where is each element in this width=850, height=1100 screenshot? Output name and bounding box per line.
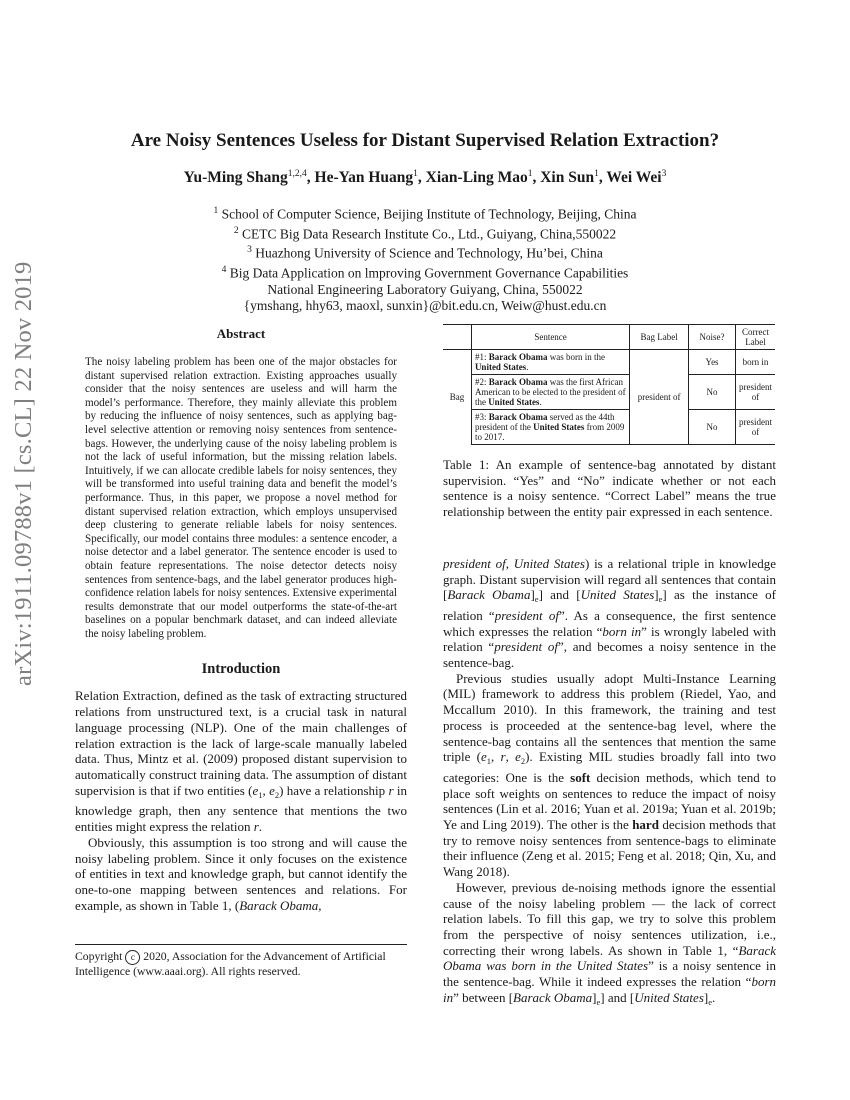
math-sub: 1 bbox=[258, 789, 263, 800]
text-run: ) have a relationship bbox=[279, 782, 389, 798]
entity-bold: Barack Obama bbox=[488, 412, 548, 422]
text-italic: president of bbox=[494, 639, 558, 655]
copyright-text: 2020, Association for the Advancement of Artificial Intelligence (www.aaai.org). All rights reserved. bbox=[75, 950, 386, 978]
entity-bold: United States bbox=[474, 362, 527, 372]
table-cell-correct-label: president of bbox=[736, 375, 776, 410]
table-1 bbox=[443, 324, 775, 445]
author-list: Yu-Ming Shang$^{1,2,4}$, He-Yan Huang$^1$, Xian-Ling Mao$^1$, Xin Sun$^1$, Wei Wei$^3$ bbox=[183, 169, 667, 187]
intro-paragraph-1 bbox=[75, 688, 407, 834]
text-run: ] and [ bbox=[538, 587, 581, 603]
math-sub: e bbox=[534, 594, 539, 605]
math-sub: 2 bbox=[520, 756, 526, 767]
text-run: ) is a relational triple in knowledge graph. Distant supervision will regard all sentences that contain [ bbox=[443, 555, 776, 603]
text-run: decision methods that try to remove noisy sentences from sentence-bags to eliminate their influence (Zeng et al. 2015; Feng et al. 2018; Qin, Xu, and Wang 2018). bbox=[443, 817, 777, 880]
entity-bold: Barack Obama bbox=[488, 352, 548, 362]
text-italic: Barack Obama bbox=[513, 989, 593, 1005]
body-paragraph-1: president of, United States) is a relational triple in knowledge graph. Distant supervision will regard all sentences that contain [Barack $Obama]_e$] and [United $States]_e$] as the instance of relation “president of”. As a consequence, the first sentence which expresses the relation “born in” is wrongly labeled with relation “president of”, and becomes a noisy sentence in the sentence-bag. bbox=[443, 555, 777, 671]
affil-sup: 4 bbox=[221, 265, 227, 276]
affil-sup: 2 bbox=[233, 225, 239, 236]
math-e2: e bbox=[269, 782, 275, 798]
text-run: . bbox=[539, 397, 542, 407]
text-italic: Barack Obama bbox=[447, 587, 531, 603]
text-run: . bbox=[712, 989, 716, 1005]
right-column-body bbox=[443, 556, 776, 1011]
text-italic: president of bbox=[494, 607, 559, 623]
table-header-empty bbox=[443, 325, 471, 350]
math-comma: , bbox=[505, 749, 516, 765]
body-paragraph-2 bbox=[443, 671, 776, 880]
table-cell-correct-label: born in bbox=[736, 350, 776, 375]
table-header-correct-label: Correct Label bbox=[736, 325, 776, 350]
table-header-bag-label: Bag Label bbox=[630, 325, 689, 350]
text-run: was the first African American to be elected to the president of the bbox=[474, 377, 626, 407]
math-r: r bbox=[500, 749, 506, 765]
table-cell-sentence bbox=[471, 410, 629, 445]
text-italic: born in bbox=[443, 974, 776, 1005]
table-row bbox=[443, 410, 775, 445]
author-name: Wei Wei bbox=[606, 169, 662, 187]
author-affil-sup: 1 bbox=[527, 169, 533, 179]
text-run: ”. As a consequence, the first sentence which expresses the relation “ bbox=[443, 607, 776, 639]
affil-text: {ymshang, hhy63, maoxl, sunxin}@bit.edu.cn, Weiw@hust.edu.cn bbox=[243, 298, 607, 314]
text-run: ] as the instance of relation “ bbox=[443, 587, 777, 623]
table-cell-sentence bbox=[471, 350, 629, 375]
math-r: r bbox=[388, 782, 394, 798]
body-paragraph-3: However, previous de-noising methods ignore the essential cause of the noisy labeling problem — the lack of correct relation labels. To fill this gap, we try to solve this problem from the perspective of noisy sentences utilization, i.e., correcting their wrong labels. As shown in Table 1, “Barack Obama was born in the United States” is a noisy sentence in the sentence-bag. While it indeed expresses the relation “born in” between [Barack $Obama]_e$] and [United $States]_e$. bbox=[443, 879, 776, 1007]
text-run: ). Existing MIL studies broadly fall into two categories: One is the bbox=[443, 749, 776, 785]
table-cell-bag-label: president of bbox=[630, 350, 689, 445]
affil-text: Huazhong University of Science and Technology, Hu’bei, China bbox=[255, 245, 603, 261]
arxiv-identifier: arXiv:1911.09788v1 [cs.CL] 22 Nov 2019 bbox=[10, 261, 37, 686]
math-e1: e bbox=[252, 782, 259, 798]
affiliation-emails bbox=[60, 298, 790, 314]
math-comma: , bbox=[491, 749, 501, 765]
right-column bbox=[443, 318, 776, 1011]
table-row-label: Bag bbox=[449, 392, 465, 403]
author-affil-sup: 1,2,4 bbox=[287, 169, 307, 179]
text-run: Previous studies usually adopt Multi-Instance Learning (MIL) framework to address this problem (Riedel, Yao, and Mccallum 2010). In this framework, the training and test process is proceeded at the sentence-bag level, where the sentence-bag contains all the sentences that mention the same triple ( bbox=[443, 670, 776, 765]
paper-title: Are Noisy Sentences Useless for Distant Supervised Relation Extraction? bbox=[130, 130, 720, 151]
introduction-heading: Introduction bbox=[201, 661, 281, 678]
affil-text: National Engineering Laboratory Guiyang, China, 550022 bbox=[267, 281, 583, 297]
text-run: ] and [ bbox=[600, 989, 635, 1005]
math-sub: 1 bbox=[486, 756, 492, 767]
table-cell-sentence bbox=[471, 375, 629, 410]
text-italic: Barack Obama, bbox=[239, 897, 322, 913]
left-column bbox=[75, 326, 407, 913]
author-name: Yu-Ming Shang bbox=[183, 169, 288, 187]
text-run: . bbox=[258, 819, 263, 835]
author-affil-sup: 1 bbox=[413, 169, 418, 179]
abstract-text: The noisy labeling problem has been one of the major obstacles for distant supervised relation extraction. Existing approaches usually consider that the noisy sentences are useless and will harm the model’s performance. Therefore, they mainly alleviate this problem by reducing the influence of noisy sentences, such as applying bag-level selective attention or removing noisy sentences from sentence-bags. However, the underlying cause of the noisy labeling problem is not the lack of useful information, but the missing relation labels. Intuitively, if we can allocate credible labels for noisy sentences, they will be transformed into useful training data and benefit the model’s performance. Thus, in this paper, we propose a novel method for distant supervised relation extraction, which employs unsupervised deep clustering to generate reliable labels for noisy sentences. Specifically, our model contains three modules: a sentence encoder, a noise detector and a label generator. The sentence encoder is used to obtain feature representations. The noise detector detects noisy sentences from sentence-bags, and the label generator produces high-confidence relation labels for noisy sentences. Extensive experimental results demonstrate that our model outperforms the state-of-the-art baselines on a popular benchmark dataset, and can indeed alleviate the noisy labeling problem. bbox=[85, 356, 397, 640]
text-run: ” is wrongly labeled with relation “ bbox=[443, 623, 776, 655]
entity-bold: United States bbox=[488, 397, 540, 407]
math-comma: , bbox=[262, 782, 270, 798]
math-sub: e bbox=[658, 594, 663, 605]
copyright-symbol: c bbox=[125, 950, 140, 965]
affiliation-line bbox=[60, 242, 790, 262]
copyright-notice bbox=[75, 944, 407, 979]
affil-sup: 1 bbox=[213, 206, 219, 216]
entity-bold: United States bbox=[533, 422, 585, 432]
table-cell-noise: No bbox=[689, 410, 736, 445]
text-run: was born in the bbox=[547, 352, 605, 362]
table-header-row bbox=[443, 325, 775, 350]
text-bold: hard bbox=[632, 817, 659, 833]
math-sub: e bbox=[708, 996, 712, 1007]
author-name: He-Yan Huang bbox=[314, 169, 414, 187]
text-run: Obviously, this assumption is too strong and will cause the noisy labeling problem. Since it only focuses on the existence of entities in text and knowledge graph, but cannot identify the one-to-one mapping between sentences and relations. For example, as shown in Table 1, ( bbox=[75, 834, 407, 913]
text-run: decision methods, which tend to place soft weights on sentences to reduce the impact of noisy sentences (Lin et al. 2016; Yuan et al. 2019a; Yuan et al. 2019b; Ye and Ling 2019). The other is the bbox=[443, 769, 777, 833]
text-run: served as the 44th president of the bbox=[474, 412, 615, 432]
affiliations bbox=[60, 203, 790, 314]
text-italic: United States bbox=[580, 587, 655, 603]
text-italic: born in bbox=[602, 623, 642, 639]
table-row bbox=[443, 375, 775, 410]
table-cell-correct-label: president of bbox=[736, 410, 776, 445]
abstract-heading: Abstract bbox=[216, 326, 266, 341]
table-row bbox=[443, 350, 775, 375]
text-run: ” between [ bbox=[453, 989, 514, 1005]
text-italic: Barack Obama was born in the United States bbox=[443, 942, 776, 974]
text-run: . bbox=[526, 362, 529, 372]
affil-text: School of Computer Science, Beijing Institute of Technology, Beijing, China bbox=[221, 206, 637, 222]
copyright-prefix: Copyright bbox=[75, 950, 126, 963]
affiliation-line bbox=[60, 223, 790, 243]
math-e1: e bbox=[481, 749, 487, 765]
text-run: ”, and becomes a noisy sentence in the sentence-bag. bbox=[443, 639, 776, 671]
affiliation-line bbox=[60, 203, 790, 223]
affiliation-line bbox=[60, 282, 790, 298]
text-run: Relation Extraction, defined as the task of extracting structured relations from unstructured text, is a crucial task in natural language processing (NLP). One of the main challenges of relation extraction is the lack of large-scale manually labeled data. Thus, Mintz et al. (2009) proposed distant supervision to automatically construct training data. The assumption of distant supervision is that if two entities ( bbox=[75, 688, 407, 798]
math-sub: 2 bbox=[274, 789, 280, 800]
intro-paragraph-2 bbox=[75, 835, 407, 914]
affil-sup: 3 bbox=[247, 245, 252, 256]
text-run: in knowledge graph, then any sentence that mentions the two entities might express the relation bbox=[75, 782, 407, 835]
affil-text: Big Data Application on lmproving Government Governance Capabilities bbox=[229, 265, 629, 281]
table-header-noise: Noise? bbox=[689, 325, 736, 350]
text-run: #3: bbox=[474, 412, 489, 422]
author-affil-sup: 3 bbox=[661, 169, 667, 179]
text-run: However, previous de-noising methods ignore the essential cause of the noisy labeling problem — the lack of correct relation labels. To fill this gap, we try to solve this problem from the perspective of noisy sentences utilization, i.e., correcting their wrong labels. As shown in Table 1, “ bbox=[443, 879, 776, 958]
table-1-caption: Table 1: An example of sentence-bag annotated by distant supervision. “Yes” and “No” indicate whether or not each sentence is a noisy sentence. “Correct Label” means the true relationship between the entity pair expressed in each sentence. bbox=[443, 457, 776, 520]
author-affil-sup: 1 bbox=[594, 169, 599, 179]
text-run: from 2009 to 2017. bbox=[474, 422, 625, 442]
text-run: #2: bbox=[474, 377, 489, 387]
math-sub: e bbox=[596, 996, 601, 1007]
text-italic: president of, United States bbox=[443, 555, 585, 571]
math-r: r bbox=[253, 819, 259, 835]
text-bold: soft bbox=[570, 769, 591, 785]
author-name: Xian-Ling Mao bbox=[425, 169, 528, 187]
affil-text: CETC Big Data Research Institute Co., Ltd., Guiyang, China,550022 bbox=[241, 226, 617, 242]
table-cell-noise: No bbox=[689, 375, 736, 410]
text-run: ] bbox=[703, 989, 709, 1005]
table-cell-noise: Yes bbox=[689, 350, 736, 375]
table-header-sentence: Sentence bbox=[471, 325, 629, 350]
text-italic: United States bbox=[634, 989, 704, 1005]
entity-bold: Barack Obama bbox=[488, 377, 548, 387]
math-e2: e bbox=[515, 749, 521, 765]
affiliation-line bbox=[60, 262, 790, 282]
author-name: Xin Sun bbox=[540, 169, 595, 187]
text-run: #1: bbox=[474, 352, 489, 362]
text-run: ” is a noisy sentence in the sentence-bag. While it indeed expresses the relation “ bbox=[443, 958, 776, 990]
